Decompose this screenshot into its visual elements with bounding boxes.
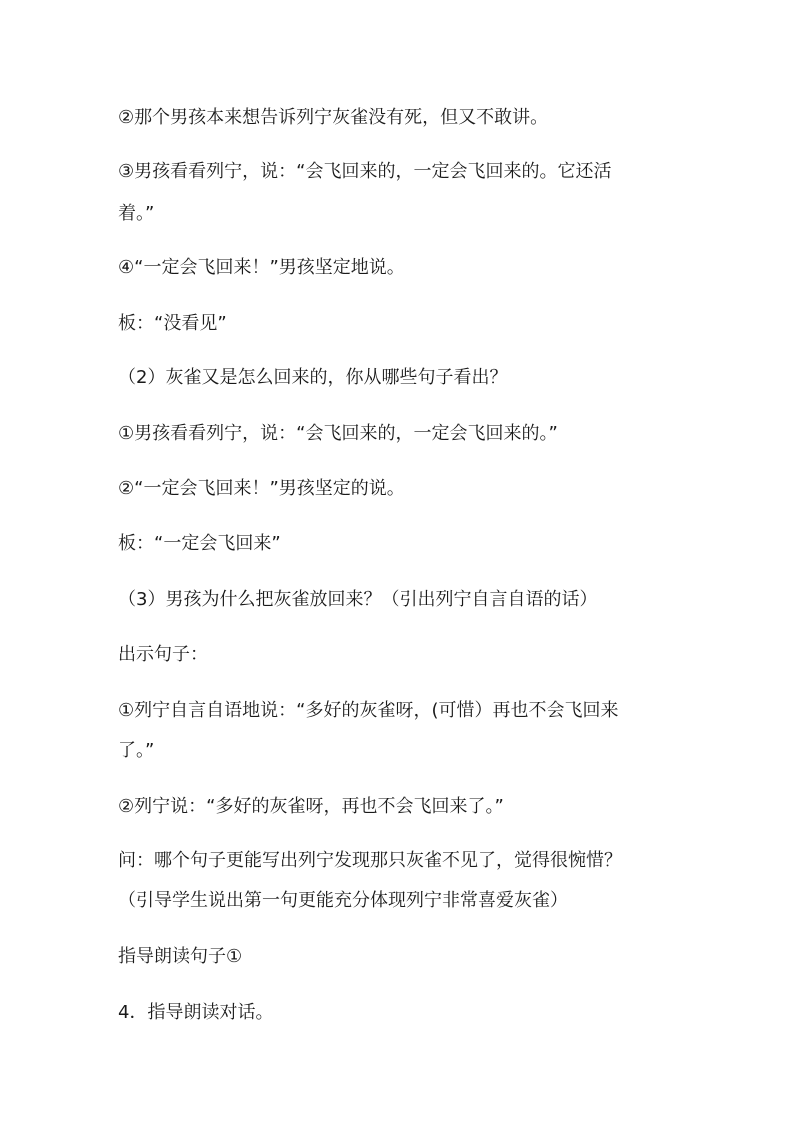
- paragraph-line-2: ③男孩看看列宁，说：“会飞回来的，一定会飞回来的。它还活: [118, 161, 612, 182]
- paragraph-line-3: ④“一定会飞回来！”男孩坚定地说。: [118, 257, 405, 278]
- paragraph-line-4: ①男孩看看列宁，说：“会飞回来的，一定会飞回来的。”: [118, 423, 558, 444]
- question-3: （3）男孩为什么把灰雀放回来？（引出列宁自言自语的话）: [118, 589, 598, 610]
- board-note-2: 板：“一定会飞回来”: [118, 533, 281, 554]
- show-sentences-label: 出示句子：: [118, 644, 208, 665]
- question-2: （2）灰雀又是怎么回来的，你从哪些句子看出？: [118, 367, 508, 388]
- paragraph-line-2-cont: 着。”: [118, 203, 155, 224]
- step-4-heading: 4．指导朗读对话。: [118, 1002, 274, 1023]
- paragraph-line-5: ②“一定会飞回来！”男孩坚定的说。: [118, 478, 405, 499]
- paragraph-line-1: ②那个男孩本来想告诉列宁灰雀没有死，但又不敢讲。: [118, 107, 549, 128]
- paragraph-line-6: ①列宁自言自语地说：“多好的灰雀呀，(可惜）再也不会飞回来: [118, 700, 619, 721]
- paragraph-line-7: ②列宁说：“多好的灰雀呀，再也不会飞回来了。”: [118, 796, 504, 817]
- guidance-line: （引导学生说出第一句更能充分体现列宁非常喜爱灰雀）: [118, 890, 568, 911]
- board-note-1: 板：“没看见”: [118, 313, 227, 334]
- question-line: 问：哪个句子更能写出列宁发现那只灰雀不见了，觉得很惋惜？: [118, 850, 622, 871]
- reading-guide-1: 指导朗读句子①: [118, 946, 243, 967]
- paragraph-line-6-cont: 了。”: [118, 740, 155, 761]
